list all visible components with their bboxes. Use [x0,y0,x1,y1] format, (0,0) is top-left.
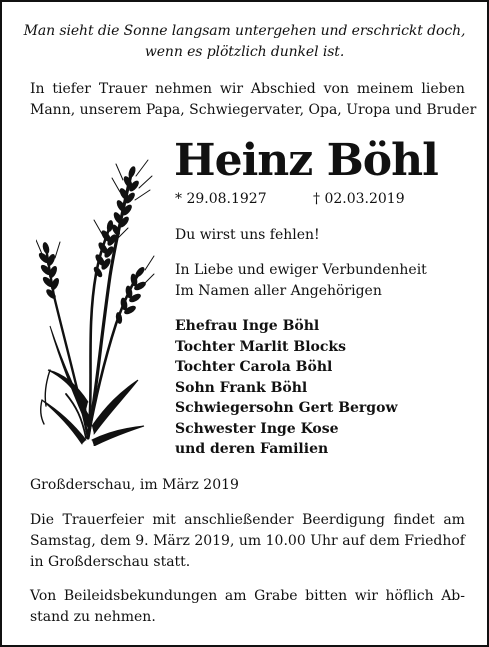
mourner-item: Tochter Marlit Blocks [175,338,346,355]
word: 9. [135,533,149,549]
mourners-list [175,316,398,460]
word: meinem [356,81,414,97]
motto-line: wenn es plötzlich dunkel ist. [144,44,345,60]
word: Von [30,588,57,604]
word: auf [342,533,365,549]
mourner-item: Schwester Inge Kose [175,420,339,437]
word: Trauerfeier [62,512,144,528]
word: Friedhof [404,533,465,549]
word: In [30,81,45,97]
word: wir [354,588,378,604]
farewell-line: Du wirst uns fehlen! [175,227,320,243]
word: Ab- [441,588,465,604]
funeral-line [30,531,465,552]
word: dem [369,533,400,549]
birth-date: * 29.08.1927 [175,191,267,207]
word: von [323,81,349,97]
mourner-item: Tochter Carola Böhl [175,359,333,375]
word: Uhr [310,533,338,549]
death-date: † 02.03.2019 [313,191,405,207]
word: tiefer [52,81,91,97]
condolence-line: stand zu nehmen. [30,609,156,625]
motto-quote [12,21,477,63]
word: höflich [385,588,434,604]
funeral-notice [30,510,465,573]
word: 10.00 [265,533,306,549]
word: März [153,533,190,549]
word: Trauer [98,81,148,97]
deceased-name: Heinz Böhl [174,135,438,186]
word: wir [219,81,244,97]
intro-line [30,79,465,100]
word: Grabe [254,588,298,604]
mourner-item: Schwiegersohn Gert Bergow [175,400,398,416]
funeral-line [30,510,465,531]
word: um [238,533,262,549]
intro-line: Mann, unserem Papa, Schwiegervater, Opa, Uropa und Bruder [30,102,477,118]
wheat-ears-icon [36,156,156,446]
word: mit [152,512,176,528]
word: Abschied [250,81,316,97]
mourner-item: Ehefrau Inge Böhl [175,318,320,334]
condolence-line [30,586,465,607]
word: am [224,588,247,604]
word: anschließender [184,512,294,528]
dedication-text [175,260,427,302]
word: 2019, [194,533,235,549]
word: lieben [421,81,465,97]
word: Beileidsbekundungen [63,588,218,604]
word: Beerdigung [302,512,386,528]
word: Samstag, [30,533,96,549]
mourner-item: und deren Familien [175,441,329,457]
funeral-line: in Großderschau statt. [30,554,191,570]
dedication-line: Im Namen aller Angehörigen [175,283,382,299]
intro-text [30,79,477,121]
word: dem [100,533,131,549]
word: am [443,512,465,528]
word: nehmen [155,81,213,97]
dedication-line: In Liebe und ewiger Verbundenheit [175,262,427,278]
life-dates [175,189,405,210]
mourner-item: Sohn Frank Böhl [175,379,308,396]
word: findet [393,512,435,528]
motto-line: Man sieht die Sonne langsam untergehen und erschrickt doch, [23,23,466,39]
word: Die [30,512,54,528]
condolence-request [30,586,465,628]
place-and-date: Großderschau, im März 2019 [30,477,239,493]
word: bitten [305,588,348,604]
